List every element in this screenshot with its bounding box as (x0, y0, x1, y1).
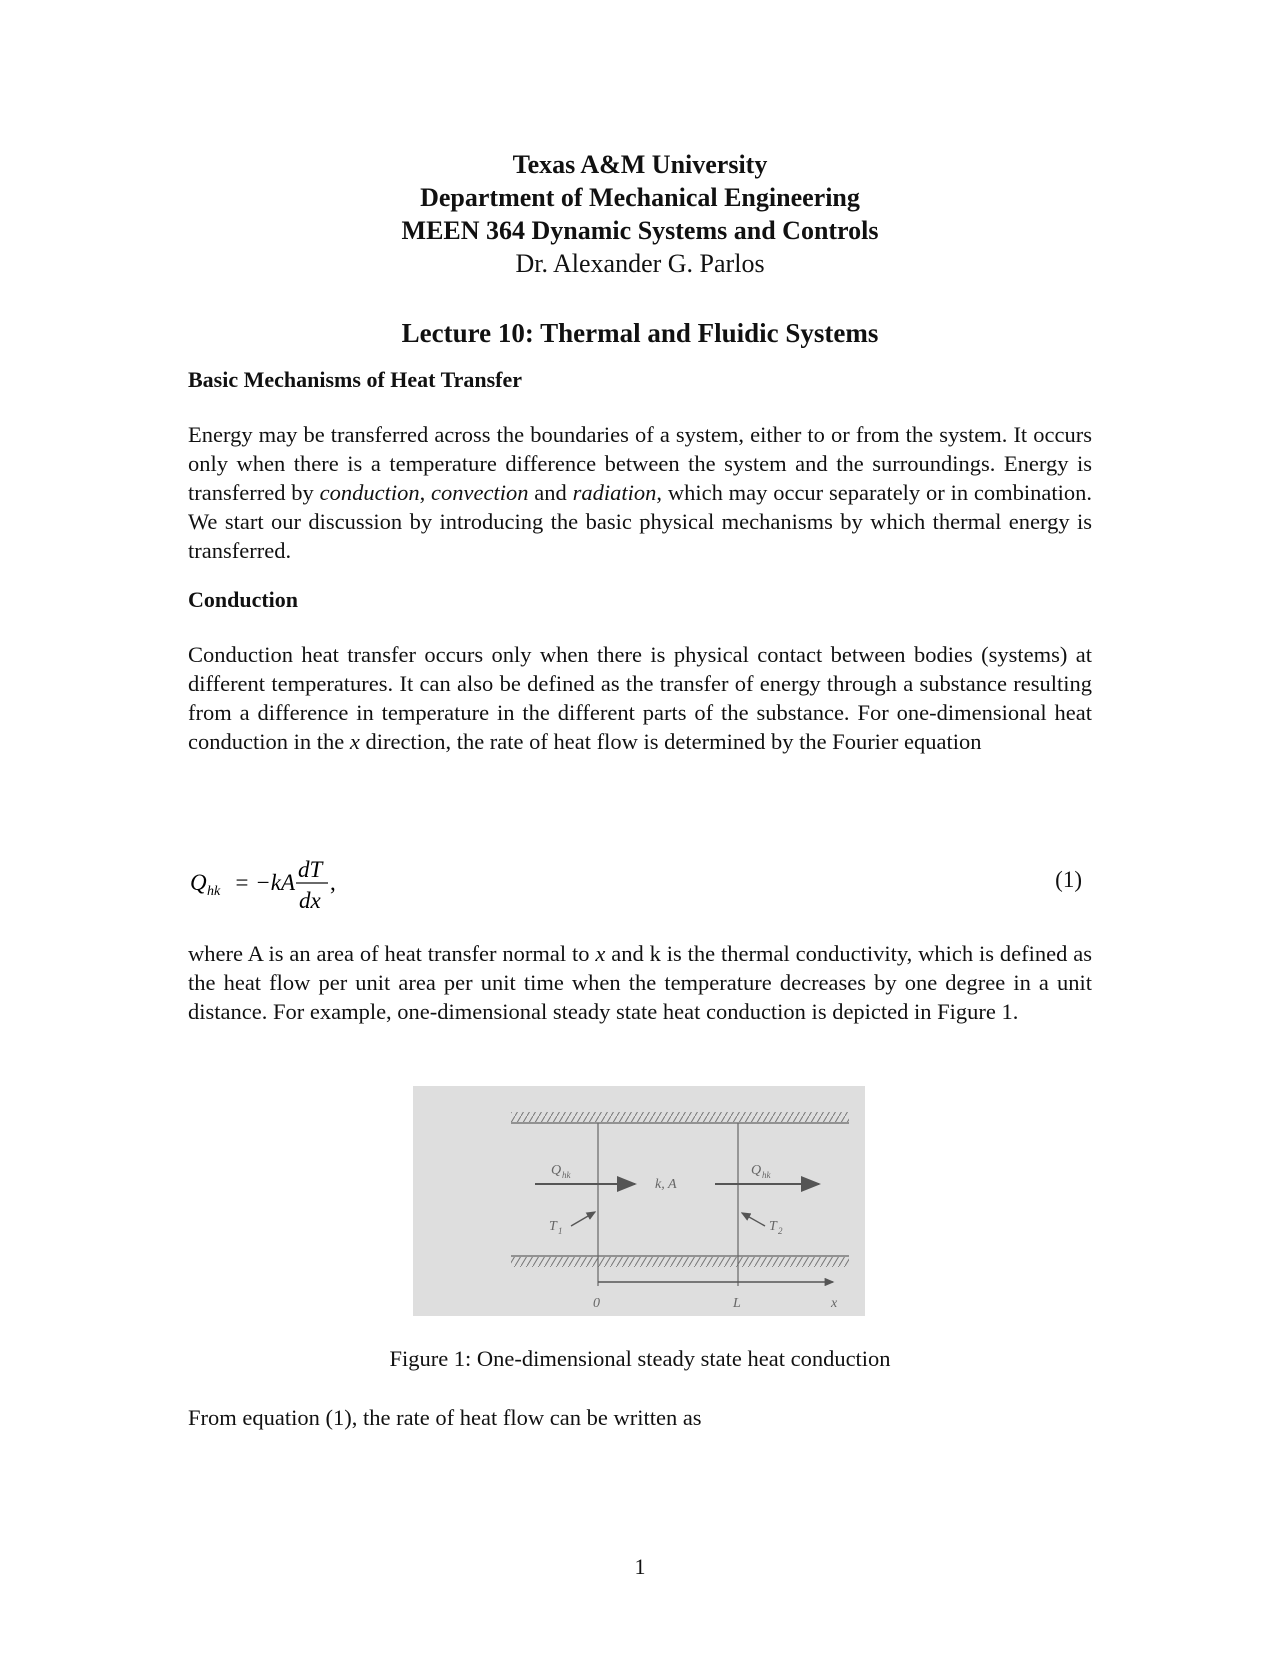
bottom-wall-hatch (511, 1257, 849, 1267)
label-q-left-subscript: hk (562, 1170, 571, 1180)
equation-lhs: Q (190, 870, 207, 895)
label-x: x (831, 1296, 838, 1311)
page-number: 1 (634, 1554, 646, 1579)
label-t2-subscript: 2 (778, 1226, 783, 1236)
paragraph-thermal-conductivity: where A is an area of heat transfer normal to x and k is the thermal conductivity, which is defined as the heat flow per unit area per unit time when the temperature decreases by one degree in a unit distance. For example, one-dimensional steady state heat conduction is depicted in Figure 1. (188, 941, 1092, 1024)
label-t1-subscript: 1 (558, 1226, 563, 1236)
equation-graphic (188, 853, 488, 913)
label-q-left: Q (551, 1163, 562, 1178)
label-q-right-subscript: hk (762, 1170, 771, 1180)
section-heading-conduction: Conduction (188, 587, 299, 612)
term-convection: convection (431, 480, 529, 505)
university-name: Texas A&M University (512, 150, 768, 179)
lecture-title: Lecture 10: Thermal and Fluidic Systems (401, 318, 879, 348)
term-conduction: conduction (319, 480, 420, 505)
heat-conduction-diagram (413, 1086, 865, 1316)
variable-x-2: x (595, 941, 606, 966)
course-title: MEEN 364 Dynamic Systems and Controls (401, 216, 879, 245)
label-q-right: Q (751, 1163, 762, 1178)
document-header (0, 148, 1280, 280)
equation-lhs-subscript: hk (207, 884, 221, 899)
figure-1-caption: Figure 1: One-dimensional steady state heat conduction (389, 1346, 891, 1371)
instructor-name: Dr. Alexander G. Parlos (515, 249, 765, 278)
paragraph-conduction-intro: Conduction heat transfer occurs only when there is physical contact between bodies (systems) at different temperatures. It can also be defined as the transfer of energy through a substance resulting from a difference in temperature in the different parts of the substance. For one-dimensional heat conduction in the x direction, the rate of heat flow is determined by the Fourier equation (188, 642, 1092, 754)
label-t2: T (769, 1219, 777, 1234)
equation-denominator: dx (299, 888, 321, 913)
equation-comma: , (330, 870, 336, 895)
variable-x: x (349, 729, 360, 754)
fourier-equation (188, 853, 1092, 913)
label-l: L (733, 1296, 741, 1311)
equation-number: (1) (1055, 867, 1082, 892)
figure-1-heat-conduction (413, 1086, 865, 1316)
equation-numerator: dT (298, 857, 323, 882)
term-radiation: radiation (572, 480, 657, 505)
equation-rhs: = −kA (234, 870, 296, 895)
label-zero: 0 (593, 1296, 600, 1311)
label-k-a: k, A (655, 1177, 677, 1192)
paragraph-heat-transfer-intro: Energy may be transferred across the boundaries of a system, either to or from the system. It occurs only when there is a temperature difference between the system and the surroundings. Energy is transferred by conduction, convection and radiation, which may occur separately or in combination. We start our discussion by introducing the basic physical mechanisms by which thermal energy is transferred. (188, 422, 1092, 563)
label-t1: T (549, 1219, 557, 1234)
department-name: Department of Mechanical Engineering (420, 183, 860, 212)
paragraph-heat-flow-rate: From equation (1), the rate of heat flow can be written as (188, 1405, 702, 1430)
section-heading-heat-transfer: Basic Mechanisms of Heat Transfer (188, 367, 523, 392)
top-wall-hatch (511, 1112, 849, 1122)
